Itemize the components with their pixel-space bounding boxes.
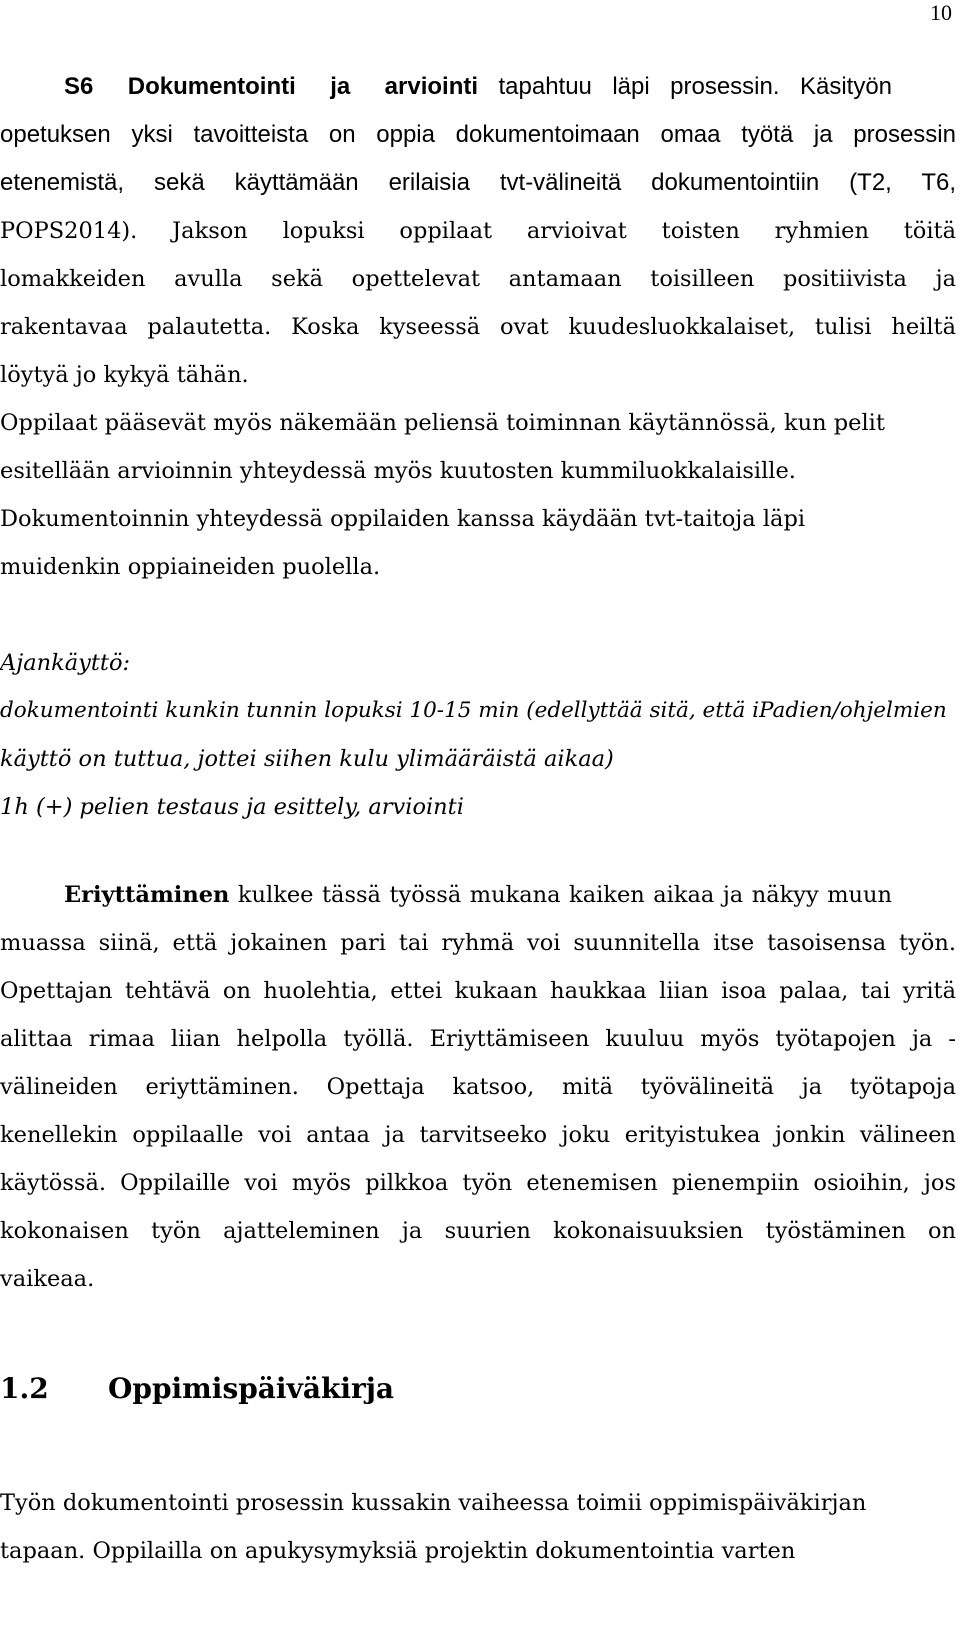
s6-line-9: esitellään arvioinnin yhteydessä myös kuutosten kummiluokkalaisille. bbox=[0, 458, 796, 484]
diary-line-2: tapaan. Oppilailla on apukysymyksiä projektin dokumentointia varten bbox=[0, 1538, 796, 1564]
section-title: Oppimispäiväkirja bbox=[108, 1372, 395, 1405]
time-use-line-1: dokumentointi kunkin tunnin lopuksi 10-15 min (edellyttää sitä, että iPadien/ohjelmien bbox=[0, 698, 947, 723]
diff-line-3: Opettajan tehtävä on huolehtia, ettei kukaan haukkaa liian isoa palaa, tai yritä bbox=[0, 978, 956, 1004]
time-use-line-3: 1h (+) pelien testaus ja esittely, arviointi bbox=[0, 794, 464, 820]
s6-line-6: rakentavaa palautetta. Koska kyseessä ovat kuudesluokkalaiset, tulisi heiltä bbox=[0, 314, 956, 340]
s6-line-5: lomakkeiden avulla sekä opettelevat antamaan toisilleen positiivista ja bbox=[0, 266, 956, 292]
s6-line-4: POPS2014). Jakson lopuksi oppilaat arvioivat toisten ryhmien töitä bbox=[0, 218, 956, 244]
s6-line-7: löytyä jo kykyä tähän. bbox=[0, 362, 249, 388]
s6-line-1-text: tapahtuu läpi prosessin. Käsityön bbox=[498, 73, 893, 100]
diff-line-8: kokonaisen työn ajatteleminen ja suurien kokonaisuuksien työstäminen on bbox=[0, 1218, 956, 1244]
diff-line-5: välineiden eriyttäminen. Opettaja katsoo, mitä työvälineitä ja työtapoja bbox=[0, 1074, 956, 1100]
time-use-line-2: käyttö on tuttua, jottei siihen kulu ylimääräistä aikaa) bbox=[0, 746, 614, 772]
diff-line-1 bbox=[0, 870, 892, 920]
section-heading bbox=[0, 1364, 394, 1414]
s6-line-8: Oppilaat pääsevät myös näkemään peliensä toiminnan käytännössä, kun pelit bbox=[0, 410, 885, 436]
diff-line-7: käytössä. Oppilaille voi myös pilkkoa työn etenemisen pienempiin osioihin, jos bbox=[0, 1170, 956, 1196]
s6-line-2: opetuksen yksi tavoitteista on oppia dokumentoimaan omaa työtä ja prosessin bbox=[0, 121, 956, 148]
s6-line-1 bbox=[0, 62, 892, 112]
diff-line-4: alittaa rimaa liian helpolla työllä. Eriyttämiseen kuuluu myös työtapojen ja - bbox=[0, 1026, 956, 1052]
s6-line-3: etenemistä, sekä käyttämään erilaisia tvt-välineitä dokumentointiin (T2, T6, bbox=[0, 169, 956, 196]
s6-line-10: Dokumentoinnin yhteydessä oppilaiden kanssa käydään tvt-taitoja läpi bbox=[0, 506, 806, 532]
diary-line-1: Työn dokumentointi prosessin kussakin vaiheessa toimii oppimispäiväkirjan bbox=[0, 1490, 867, 1516]
diff-lead-label: Eriyttäminen bbox=[64, 882, 230, 908]
section-number: 1.2 bbox=[0, 1372, 49, 1405]
diff-line-9: vaikeaa. bbox=[0, 1266, 95, 1292]
diff-line-1-text: kulkee tässä työssä mukana kaiken aikaa ja näkyy muun bbox=[237, 882, 892, 908]
s6-lead-label: S6 Dokumentointi ja arviointi bbox=[64, 73, 479, 100]
diff-line-2: muassa siinä, että jokainen pari tai ryhmä voi suunnitella itse tasoisensa työn. bbox=[0, 930, 956, 956]
diff-line-6: kenellekin oppilaalle voi antaa ja tarvitseeko joku erityistukea jonkin välineen bbox=[0, 1122, 956, 1148]
time-use-label: Ajankäyttö: bbox=[0, 650, 131, 676]
page-number: 10 bbox=[930, 0, 952, 25]
s6-line-11: muidenkin oppiaineiden puolella. bbox=[0, 554, 381, 580]
